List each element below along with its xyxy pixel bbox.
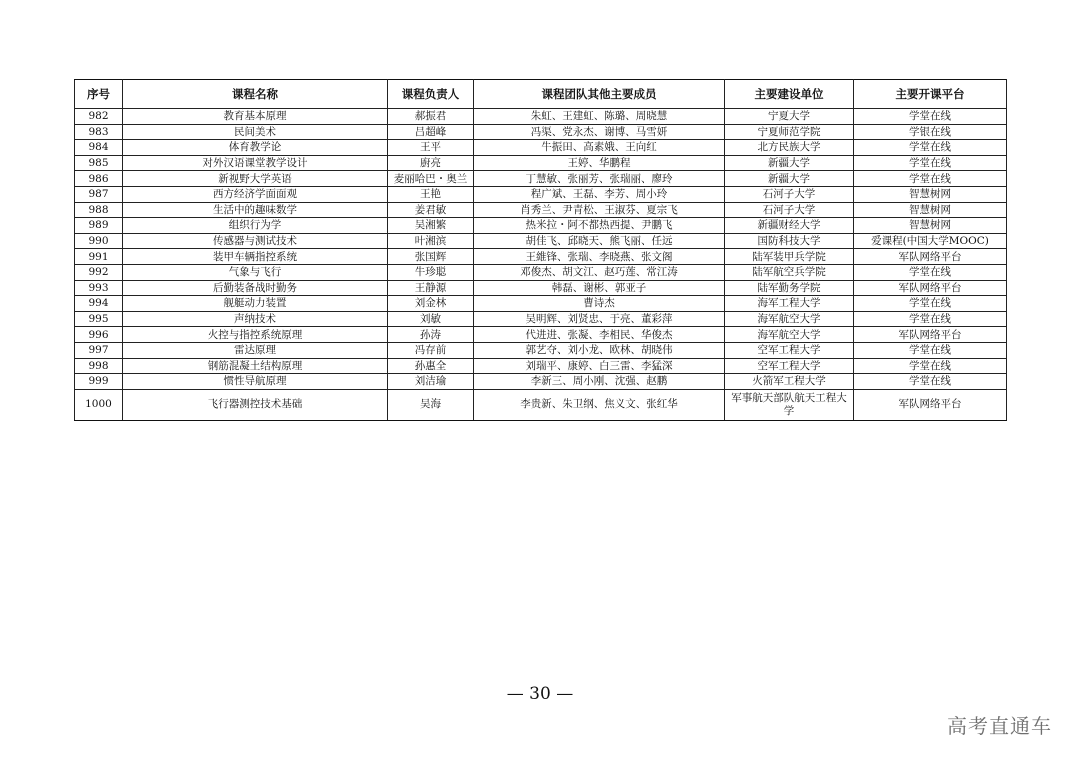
cell-platform: 军队网络平台 <box>854 280 1007 296</box>
cell-index: 995 <box>75 311 123 327</box>
cell-platform: 学堂在线 <box>854 155 1007 171</box>
table-row <box>75 186 1007 202</box>
cell-institution: 北方民族大学 <box>725 140 854 156</box>
page-number: — 30 — <box>506 684 574 704</box>
cell-team-members: 吴明辉、刘贤忠、于亮、董彩萍 <box>474 311 725 327</box>
table-row <box>75 155 1007 171</box>
cell-course-name: 生活中的趣味数学 <box>123 202 388 218</box>
cell-index: 989 <box>75 218 123 234</box>
cell-course-name: 民间美术 <box>123 124 388 140</box>
cell-index: 985 <box>75 155 123 171</box>
cell-platform: 学堂在线 <box>854 311 1007 327</box>
cell-platform: 军队网络平台 <box>854 327 1007 343</box>
cell-platform: 爱课程(中国大学MOOC) <box>854 233 1007 249</box>
cell-institution: 宁夏大学 <box>725 109 854 125</box>
cell-institution: 国防科技大学 <box>725 233 854 249</box>
cell-institution: 新疆大学 <box>725 171 854 187</box>
header-course-lead: 课程负责人 <box>388 80 474 109</box>
cell-team-members: 曹诗杰 <box>474 296 725 312</box>
cell-course-name: 飞行器测控技术基础 <box>123 389 388 420</box>
cell-institution: 新疆财经大学 <box>725 218 854 234</box>
cell-team-members: 牛振田、高素娥、王向红 <box>474 140 725 156</box>
table-row <box>75 311 1007 327</box>
cell-index: 988 <box>75 202 123 218</box>
cell-course-name: 声纳技术 <box>123 311 388 327</box>
cell-course-name: 钢筋混凝土结构原理 <box>123 358 388 374</box>
header-index: 序号 <box>75 80 123 109</box>
table-row <box>75 140 1007 156</box>
cell-index: 990 <box>75 233 123 249</box>
cell-course-name: 气象与飞行 <box>123 264 388 280</box>
cell-institution: 新疆大学 <box>725 155 854 171</box>
cell-team-members: 王婷、华鹏程 <box>474 155 725 171</box>
cell-course-lead: 吴海 <box>388 389 474 420</box>
cell-team-members: 冯渠、党永杰、谢博、马雪妍 <box>474 124 725 140</box>
table-row <box>75 374 1007 390</box>
cell-platform: 智慧树网 <box>854 202 1007 218</box>
cell-course-lead: 孙惠全 <box>388 358 474 374</box>
cell-team-members: 程广斌、王磊、李芳、周小玲 <box>474 186 725 202</box>
cell-index: 983 <box>75 124 123 140</box>
cell-index: 991 <box>75 249 123 265</box>
cell-platform: 学堂在线 <box>854 342 1007 358</box>
cell-institution: 空军工程大学 <box>725 358 854 374</box>
cell-team-members: 朱虹、王建虹、陈璐、周晓慧 <box>474 109 725 125</box>
table-row <box>75 342 1007 358</box>
cell-index: 999 <box>75 374 123 390</box>
cell-institution: 空军工程大学 <box>725 342 854 358</box>
header-platform: 主要开课平台 <box>854 80 1007 109</box>
cell-course-name: 西方经济学面面观 <box>123 186 388 202</box>
cell-course-lead: 冯存前 <box>388 342 474 358</box>
table-row <box>75 327 1007 343</box>
cell-course-lead: 吴湘繁 <box>388 218 474 234</box>
cell-index: 982 <box>75 109 123 125</box>
cell-course-lead: 王静源 <box>388 280 474 296</box>
table-row <box>75 109 1007 125</box>
cell-platform: 学堂在线 <box>854 140 1007 156</box>
cell-index: 992 <box>75 264 123 280</box>
cell-index: 993 <box>75 280 123 296</box>
table-row <box>75 358 1007 374</box>
table-header-row <box>75 80 1007 109</box>
cell-team-members: 肖秀兰、尹青松、王淑芬、夏宗飞 <box>474 202 725 218</box>
cell-team-members: 韩磊、谢彬、郭亚子 <box>474 280 725 296</box>
header-institution: 主要建设单位 <box>725 80 854 109</box>
cell-index: 987 <box>75 186 123 202</box>
cell-course-name: 教育基本原理 <box>123 109 388 125</box>
cell-institution: 海军工程大学 <box>725 296 854 312</box>
cell-team-members: 代进进、张凝、李相民、华俊杰 <box>474 327 725 343</box>
table-row <box>75 202 1007 218</box>
cell-institution: 宁夏师范学院 <box>725 124 854 140</box>
cell-team-members: 王維锋、张瑞、李晓燕、张文阁 <box>474 249 725 265</box>
table-row <box>75 124 1007 140</box>
cell-course-lead: 麦丽哈巴・奥兰 <box>388 171 474 187</box>
cell-course-name: 组织行为学 <box>123 218 388 234</box>
header-course-name: 课程名称 <box>123 80 388 109</box>
cell-index: 994 <box>75 296 123 312</box>
cell-course-name: 对外汉语课堂教学设计 <box>123 155 388 171</box>
table-row <box>75 264 1007 280</box>
cell-platform: 学银在线 <box>854 124 1007 140</box>
cell-index: 984 <box>75 140 123 156</box>
cell-course-lead: 孙涛 <box>388 327 474 343</box>
cell-course-name: 体育教学论 <box>123 140 388 156</box>
cell-course-lead: 张国辉 <box>388 249 474 265</box>
cell-course-name: 新视野大学英语 <box>123 171 388 187</box>
cell-course-lead: 刘洁瑜 <box>388 374 474 390</box>
cell-team-members: 胡佳飞、邱晓天、熊飞丽、任远 <box>474 233 725 249</box>
cell-index: 997 <box>75 342 123 358</box>
cell-platform: 学堂在线 <box>854 171 1007 187</box>
cell-institution: 陆军航空兵学院 <box>725 264 854 280</box>
cell-team-members: 热米拉・阿不都热西提、尹鹏飞 <box>474 218 725 234</box>
table-row <box>75 233 1007 249</box>
cell-team-members: 邓俊杰、胡文江、赵巧莲、常江涛 <box>474 264 725 280</box>
table-body <box>75 109 1007 421</box>
cell-course-lead: 叶湘滨 <box>388 233 474 249</box>
cell-team-members: 李贵新、朱卫纲、焦义文、张红华 <box>474 389 725 420</box>
cell-course-lead: 王平 <box>388 140 474 156</box>
cell-institution: 军事航天部队航天工程大学 <box>725 389 854 420</box>
table-row <box>75 296 1007 312</box>
cell-course-name: 惯性导航原理 <box>123 374 388 390</box>
header-team-members: 课程团队其他主要成员 <box>474 80 725 109</box>
cell-team-members: 郭艺夺、刘小龙、欧林、胡晓伟 <box>474 342 725 358</box>
cell-platform: 军队网络平台 <box>854 389 1007 420</box>
cell-index: 998 <box>75 358 123 374</box>
cell-institution: 石河子大学 <box>725 186 854 202</box>
cell-team-members: 刘瑞平、康婷、白三雷、李猛深 <box>474 358 725 374</box>
cell-course-lead: 刘金林 <box>388 296 474 312</box>
cell-course-name: 雷达原理 <box>123 342 388 358</box>
cell-platform: 学堂在线 <box>854 374 1007 390</box>
cell-course-name: 舰艇动力装置 <box>123 296 388 312</box>
cell-course-lead: 吕超峰 <box>388 124 474 140</box>
cell-course-lead: 王艳 <box>388 186 474 202</box>
cell-institution: 石河子大学 <box>725 202 854 218</box>
cell-platform: 学堂在线 <box>854 109 1007 125</box>
cell-platform: 军队网络平台 <box>854 249 1007 265</box>
cell-institution: 火箭军工程大学 <box>725 374 854 390</box>
table-row <box>75 389 1007 420</box>
cell-course-lead: 廚亮 <box>388 155 474 171</box>
cell-platform: 学堂在线 <box>854 296 1007 312</box>
cell-index: 986 <box>75 171 123 187</box>
cell-team-members: 丁慧敏、张丽芳、张瑞丽、廖玲 <box>474 171 725 187</box>
cell-course-lead: 姜君敏 <box>388 202 474 218</box>
cell-course-lead: 郝振君 <box>388 109 474 125</box>
cell-index: 1000 <box>75 389 123 420</box>
cell-course-name: 装甲车辆指控系统 <box>123 249 388 265</box>
cell-course-name: 传感器与测试技术 <box>123 233 388 249</box>
cell-course-lead: 刘敏 <box>388 311 474 327</box>
table-row <box>75 171 1007 187</box>
cell-course-lead: 牛珍聪 <box>388 264 474 280</box>
table-row <box>75 218 1007 234</box>
cell-course-name: 后勤装备战时勤务 <box>123 280 388 296</box>
cell-institution: 陆军勤务学院 <box>725 280 854 296</box>
cell-platform: 学堂在线 <box>854 264 1007 280</box>
watermark-text: 高考直通车 <box>947 714 1052 738</box>
cell-platform: 学堂在线 <box>854 358 1007 374</box>
cell-institution: 陆军装甲兵学院 <box>725 249 854 265</box>
cell-institution: 海军航空大学 <box>725 311 854 327</box>
cell-institution: 海军航空大学 <box>725 327 854 343</box>
cell-team-members: 李新三、周小刚、沈强、赵鹏 <box>474 374 725 390</box>
table-row <box>75 280 1007 296</box>
course-table <box>74 79 1007 421</box>
cell-platform: 智慧树网 <box>854 218 1007 234</box>
cell-course-name: 火控与指控系统原理 <box>123 327 388 343</box>
cell-index: 996 <box>75 327 123 343</box>
cell-platform: 智慧树网 <box>854 186 1007 202</box>
table-row <box>75 249 1007 265</box>
